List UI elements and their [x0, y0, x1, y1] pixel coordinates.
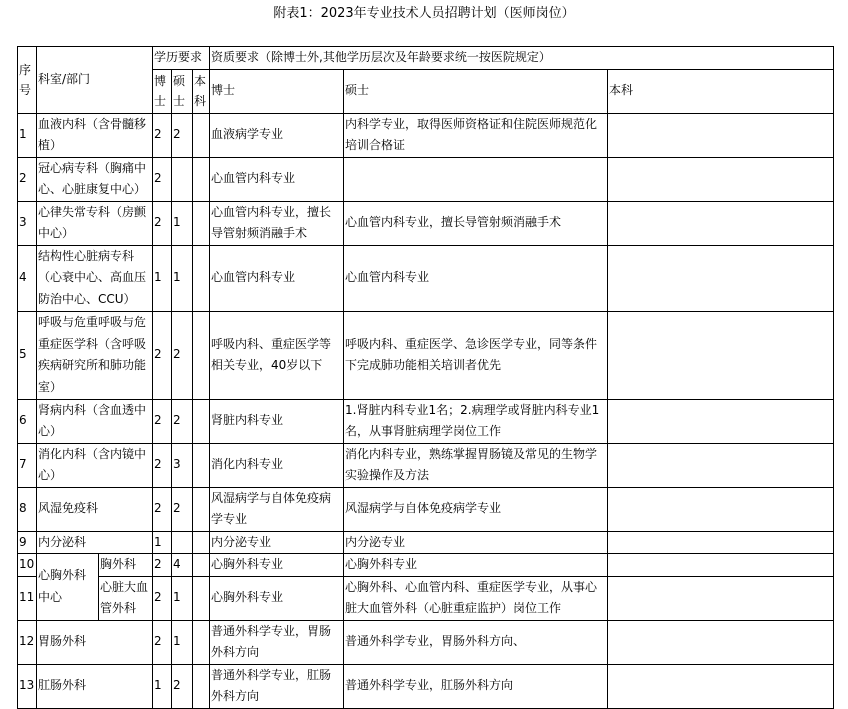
row-number: 1 — [18, 113, 37, 157]
bachelor-count — [193, 443, 210, 487]
master-requirement: 呼吸内科、重症医学、急诊医学专业，同等条件下完成肺功能相关培训者优先 — [344, 311, 608, 399]
table-row — [18, 620, 834, 664]
header-edu: 学历要求 — [153, 47, 210, 70]
master-requirement: 心血管内科专业，擅长导管射频消融手术 — [344, 201, 608, 245]
bachelor-requirement — [608, 201, 834, 245]
doctor-count: 2 — [153, 201, 172, 245]
doctor-requirement: 普通外科学专业，肛肠外科方向 — [210, 664, 344, 708]
header-edu-master: 硕士 — [172, 69, 193, 113]
bachelor-count — [193, 576, 210, 620]
master-count: 2 — [172, 113, 193, 157]
doctor-count: 2 — [153, 443, 172, 487]
table-row — [18, 311, 834, 399]
master-requirement: 内分泌专业 — [344, 531, 608, 554]
dept-cell: 血液内科（含骨髓移植） — [37, 113, 153, 157]
row-number: 7 — [18, 443, 37, 487]
doctor-requirement: 内分泌专业 — [210, 531, 344, 554]
doctor-requirement: 心血管内科专业 — [210, 157, 344, 201]
bachelor-requirement — [608, 664, 834, 708]
table-row — [18, 531, 834, 554]
master-requirement: 1.肾脏内科专业1名；2.病理学或肾脏内科专业1名，从事肾脏病理学岗位工作 — [344, 399, 608, 443]
bachelor-count — [193, 399, 210, 443]
table-row — [18, 399, 834, 443]
master-requirement: 心胸外科、心血管内科、重症医学专业，从事心脏大血管外科（心脏重症监护）岗位工作 — [344, 576, 608, 620]
master-requirement: 心胸外科专业 — [344, 554, 608, 577]
header-edu-doctor: 博士 — [153, 69, 172, 113]
master-requirement: 消化内科专业，熟练掌握胃肠镜及常见的生物学实验操作及方法 — [344, 443, 608, 487]
dept-cell: 风湿免疫科 — [37, 487, 153, 531]
master-count: 1 — [172, 576, 193, 620]
table-row — [18, 487, 834, 531]
row-number: 9 — [18, 531, 37, 554]
header-qual-doctor: 博士 — [210, 69, 344, 113]
master-count: 3 — [172, 443, 193, 487]
master-requirement: 普通外科学专业，肛肠外科方向 — [344, 664, 608, 708]
doctor-count: 1 — [153, 531, 172, 554]
header-row-1 — [18, 47, 834, 70]
bachelor-count — [193, 311, 210, 399]
dept-cell: 心律失常专科（房颤中心） — [37, 201, 153, 245]
bachelor-count — [193, 664, 210, 708]
doctor-requirement: 心血管内科专业 — [210, 245, 344, 311]
dept-cell: 肛肠外科 — [37, 664, 153, 708]
row-number: 3 — [18, 201, 37, 245]
bachelor-requirement — [608, 554, 834, 577]
row-number: 5 — [18, 311, 37, 399]
table-row — [18, 113, 834, 157]
table-row — [18, 576, 834, 620]
dept-cell: 胃肠外科 — [37, 620, 153, 664]
master-count: 1 — [172, 245, 193, 311]
bachelor-count — [193, 487, 210, 531]
master-count: 2 — [172, 311, 193, 399]
master-count: 2 — [172, 399, 193, 443]
doctor-count: 2 — [153, 311, 172, 399]
dept-cell: 内分泌科 — [37, 531, 153, 554]
bachelor-count — [193, 157, 210, 201]
dept-main-cell: 心胸外科中心 — [37, 554, 99, 621]
row-number: 2 — [18, 157, 37, 201]
doctor-count: 2 — [153, 620, 172, 664]
header-seq: 序号 — [18, 47, 37, 114]
bachelor-count — [193, 245, 210, 311]
header-dept: 科室/部门 — [37, 47, 153, 114]
bachelor-count — [193, 531, 210, 554]
master-count: 2 — [172, 487, 193, 531]
bachelor-requirement — [608, 245, 834, 311]
table-row — [18, 443, 834, 487]
dept-cell: 结构性心脏病专科（心衰中心、高血压防治中心、CCU） — [37, 245, 153, 311]
row-number: 8 — [18, 487, 37, 531]
master-count: 1 — [172, 201, 193, 245]
bachelor-requirement — [608, 113, 834, 157]
page-title: 附表1：2023年专业技术人员招聘计划（医师岗位） — [273, 6, 575, 21]
doctor-count: 2 — [153, 487, 172, 531]
table-row — [18, 157, 834, 201]
bachelor-requirement — [608, 399, 834, 443]
master-requirement: 内科学专业，取得医师资格证和住院医师规范化培训合格证 — [344, 113, 608, 157]
table-row — [18, 554, 834, 577]
row-number: 12 — [18, 620, 37, 664]
bachelor-count — [193, 113, 210, 157]
doctor-count: 2 — [153, 157, 172, 201]
bachelor-requirement — [608, 311, 834, 399]
table-row — [18, 664, 834, 708]
master-requirement: 风湿病学与自体免疫病学专业 — [344, 487, 608, 531]
bachelor-count — [193, 201, 210, 245]
dept-cell: 冠心病专科（胸痛中心、心脏康复中心） — [37, 157, 153, 201]
doctor-requirement: 消化内科专业 — [210, 443, 344, 487]
row-number: 13 — [18, 664, 37, 708]
doctor-requirement: 血液病学专业 — [210, 113, 344, 157]
bachelor-requirement — [608, 157, 834, 201]
bachelor-count — [193, 554, 210, 577]
doctor-requirement: 心胸外科专业 — [210, 554, 344, 577]
master-requirement — [344, 157, 608, 201]
bachelor-requirement — [608, 443, 834, 487]
doctor-requirement: 普通外科学专业，胃肠外科方向 — [210, 620, 344, 664]
recruitment-table — [17, 46, 834, 709]
doctor-requirement: 呼吸内科、重症医学等相关专业，40岁以下 — [210, 311, 344, 399]
dept-cell: 呼吸与危重呼吸与危重症医学科（含呼吸疾病研究所和肺功能室） — [37, 311, 153, 399]
doctor-count: 1 — [153, 245, 172, 311]
doctor-count: 1 — [153, 664, 172, 708]
doctor-requirement: 心血管内科专业，擅长导管射频消融手术 — [210, 201, 344, 245]
doctor-requirement: 心胸外科专业 — [210, 576, 344, 620]
dept-sub-cell: 心脏大血管外科 — [99, 576, 153, 620]
master-requirement: 普通外科学专业，胃肠外科方向、 — [344, 620, 608, 664]
header-qual-master: 硕士 — [344, 69, 608, 113]
doctor-count: 2 — [153, 576, 172, 620]
master-count — [172, 157, 193, 201]
table-row — [18, 245, 834, 311]
dept-sub-cell: 胸外科 — [99, 554, 153, 577]
header-edu-bachelor: 本科 — [193, 69, 210, 113]
table-row — [18, 201, 834, 245]
master-count: 4 — [172, 554, 193, 577]
master-count: 2 — [172, 664, 193, 708]
bachelor-requirement — [608, 487, 834, 531]
bachelor-count — [193, 620, 210, 664]
master-count — [172, 531, 193, 554]
dept-cell: 肾病内科（含血透中心） — [37, 399, 153, 443]
row-number: 11 — [18, 576, 37, 620]
doctor-count: 2 — [153, 399, 172, 443]
doctor-requirement: 肾脏内科专业 — [210, 399, 344, 443]
row-number: 4 — [18, 245, 37, 311]
doctor-count: 2 — [153, 554, 172, 577]
master-requirement: 心血管内科专业 — [344, 245, 608, 311]
bachelor-requirement — [608, 531, 834, 554]
doctor-requirement: 风湿病学与自体免疫病学专业 — [210, 487, 344, 531]
master-count: 1 — [172, 620, 193, 664]
bachelor-requirement — [608, 576, 834, 620]
doctor-count: 2 — [153, 113, 172, 157]
dept-cell: 消化内科（含内镜中心） — [37, 443, 153, 487]
row-number: 10 — [18, 554, 37, 577]
header-qual-bachelor: 本科 — [608, 69, 834, 113]
bachelor-requirement — [608, 620, 834, 664]
row-number: 6 — [18, 399, 37, 443]
header-qual: 资质要求（除博士外,其他学历层次及年龄要求统一按医院规定） — [210, 47, 834, 70]
